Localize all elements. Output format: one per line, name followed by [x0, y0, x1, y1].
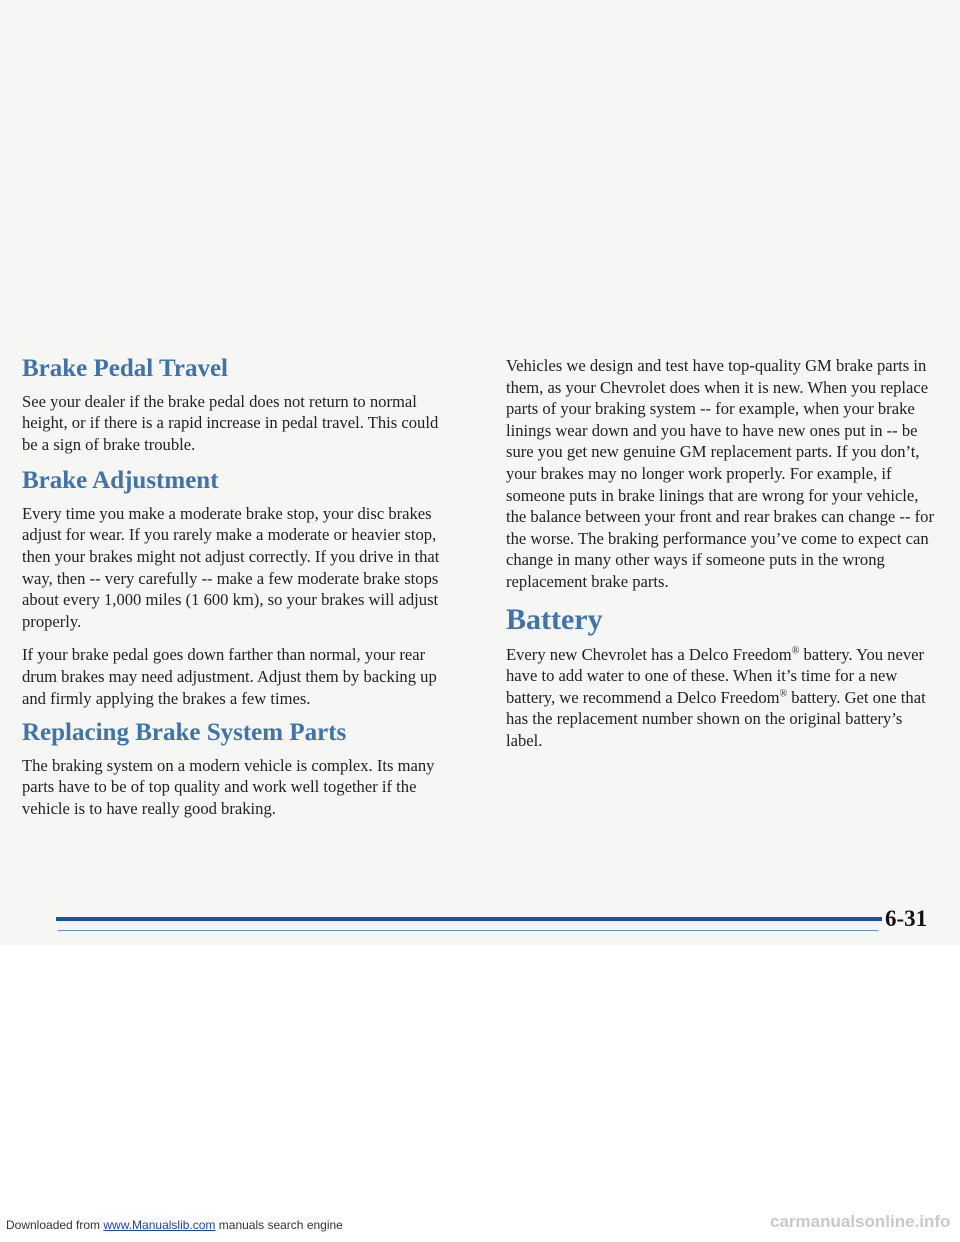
battery-text-3: battery. Get one that has the replacement number shown on the original battery’s label. [506, 687, 926, 750]
download-footer [6, 1218, 343, 1232]
registered-mark: ® [779, 688, 788, 700]
footer-prefix: Downloaded from [6, 1218, 104, 1232]
heading-brake-pedal-travel: Brake Pedal Travel [22, 355, 228, 382]
footer-rule-thick [56, 917, 882, 921]
manualslib-link[interactable]: www.Manualslib.com [103, 1218, 216, 1232]
battery-text-1: Every new Chevrolet has a Delco Freedom [506, 644, 792, 664]
paragraph-genuine-parts: Vehicles we design and test have top-quality GM brake parts in them, as your Chevrolet does when it is new. When you replace parts of your braking system -- for example, when your brake linings wear down and you have to have new ones put in -- be sure you get new genuine GM replacement parts. If you don’t, your brakes may no longer work properly. For example, if someone puts in brake linings that are wrong for your vehicle, the balance between your front and rear brakes can change -- for the worse. The braking performance you’ve come to expect can change in many other ways if someone puts in the wrong replacement brake parts. [506, 356, 934, 591]
paragraph-brake-adjustment-1: Every time you make a moderate brake stop, your disc brakes adjust for wear. If you rarely make a moderate or heavier stop, then your brakes might not adjust correctly. If you drive in that way, then -- very carefully -- make a few moderate brake stops about every 1,000 miles (1 600 km), so your brakes will adjust properly. [22, 503, 440, 631]
registered-mark: ® [791, 645, 800, 656]
footer-suffix: manuals search engine [215, 1218, 343, 1232]
paragraph-battery [506, 644, 934, 752]
paragraph-brake-adjustment-2: If your brake pedal goes down farther than normal, your rear drum brakes may need adjustment. Adjust them by backing up and firmly applying the brakes a few times. [22, 645, 437, 708]
paragraph-replacing-brake-parts: The braking system on a modern vehicle is complex. Its many parts have to be of top quality and work well together if the vehicle is to have really good braking. [22, 755, 435, 818]
paragraph-brake-pedal-travel: See your dealer if the brake pedal does not return to normal height, or if there is a rapid increase in pedal travel. This could be a sign of brake trouble. [22, 391, 439, 454]
battery-text-2: battery. You never have to add water to one of these. When it’s time for a new battery, we recommend a Delco Freedom [506, 644, 925, 707]
left-column [22, 355, 452, 831]
heading-brake-adjustment: Brake Adjustment [22, 467, 219, 495]
footer-rule-thin [58, 930, 878, 931]
page-number: 6-31 [885, 906, 928, 931]
watermark: carmanualsonline.info [770, 1212, 951, 1231]
right-column [506, 355, 934, 762]
heading-replacing-brake-parts: Replacing Brake System Parts [22, 719, 347, 747]
heading-battery: Battery [506, 602, 603, 636]
